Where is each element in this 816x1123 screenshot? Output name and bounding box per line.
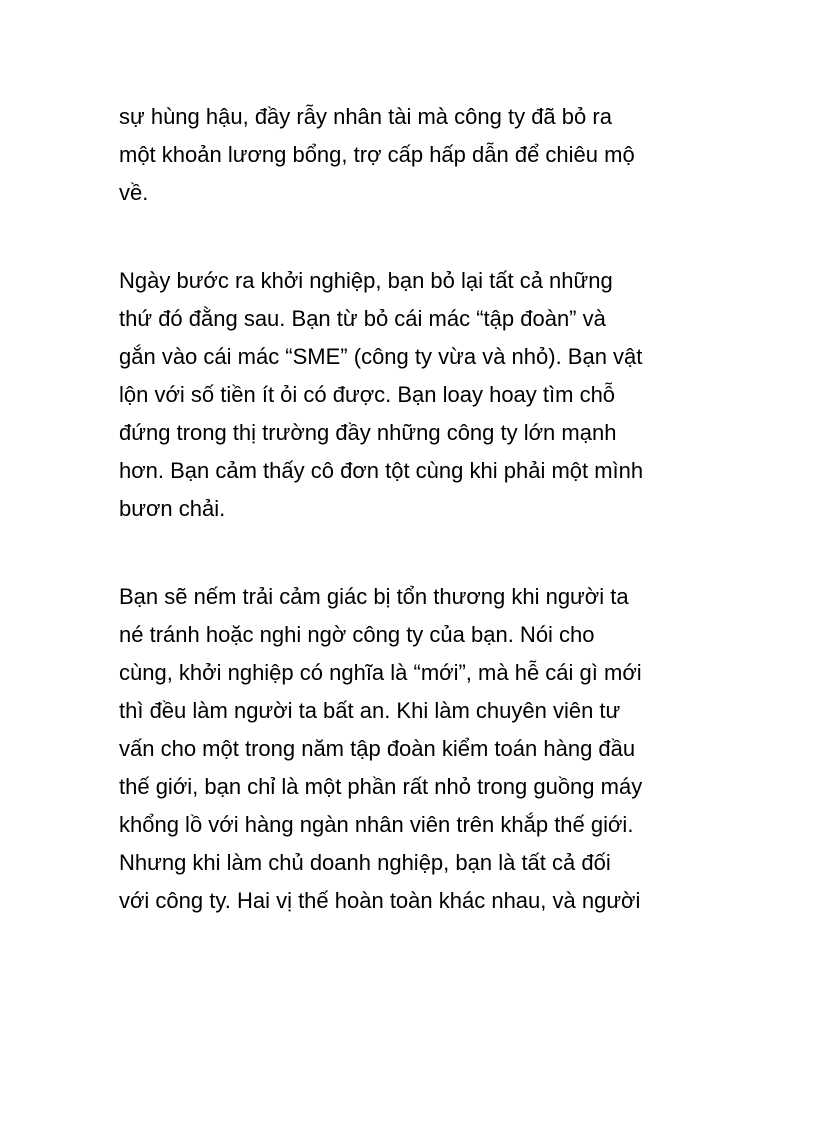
text-line: thứ đó đằng sau. Bạn từ bỏ cái mác “tập đoàn” và xyxy=(119,306,606,331)
text-line: né tránh hoặc nghi ngờ công ty của bạn. Nói cho xyxy=(119,622,595,647)
paragraph-3 xyxy=(119,578,719,920)
text-line: với công ty. Hai vị thế hoàn toàn khác nhau, và người xyxy=(119,888,641,913)
text-line: Nhưng khi làm chủ doanh nghiệp, bạn là tất cả đối xyxy=(119,850,611,875)
text-line: bươn chải. xyxy=(119,496,226,521)
text-line: một khoản lương bổng, trợ cấp hấp dẫn để chiêu mộ xyxy=(119,142,635,167)
text-line: hơn. Bạn cảm thấy cô đơn tột cùng khi phải một mình xyxy=(119,458,644,483)
text-line: cùng, khởi nghiệp có nghĩa là “mới”, mà hễ cái gì mới xyxy=(119,660,642,685)
text-line: khổng lồ với hàng ngàn nhân viên trên khắp thế giới. xyxy=(119,812,634,837)
body-text xyxy=(119,98,719,920)
text-line: đứng trong thị trường đầy những công ty lớn mạnh xyxy=(119,420,617,445)
text-line: thì đều làm người ta bất an. Khi làm chuyên viên tư xyxy=(119,698,621,723)
text-line: vấn cho một trong năm tập đoàn kiểm toán hàng đầu xyxy=(119,736,636,761)
paragraph-1 xyxy=(119,98,719,212)
text-line: Bạn sẽ nếm trải cảm giác bị tổn thương khi người ta xyxy=(119,584,629,609)
paragraph-2 xyxy=(119,262,719,528)
text-line: thế giới, bạn chỉ là một phần rất nhỏ trong guồng máy xyxy=(119,774,643,799)
text-line: về. xyxy=(119,180,149,205)
text-line: lộn với số tiền ít ỏi có được. Bạn loay hoay tìm chỗ xyxy=(119,382,616,407)
text-line: Ngày bước ra khởi nghiệp, bạn bỏ lại tất cả những xyxy=(119,268,613,293)
text-line: gắn vào cái mác “SME” (công ty vừa và nhỏ). Bạn vật xyxy=(119,344,643,369)
text-line: sự hùng hậu, đầy rẫy nhân tài mà công ty đã bỏ ra xyxy=(119,104,612,129)
